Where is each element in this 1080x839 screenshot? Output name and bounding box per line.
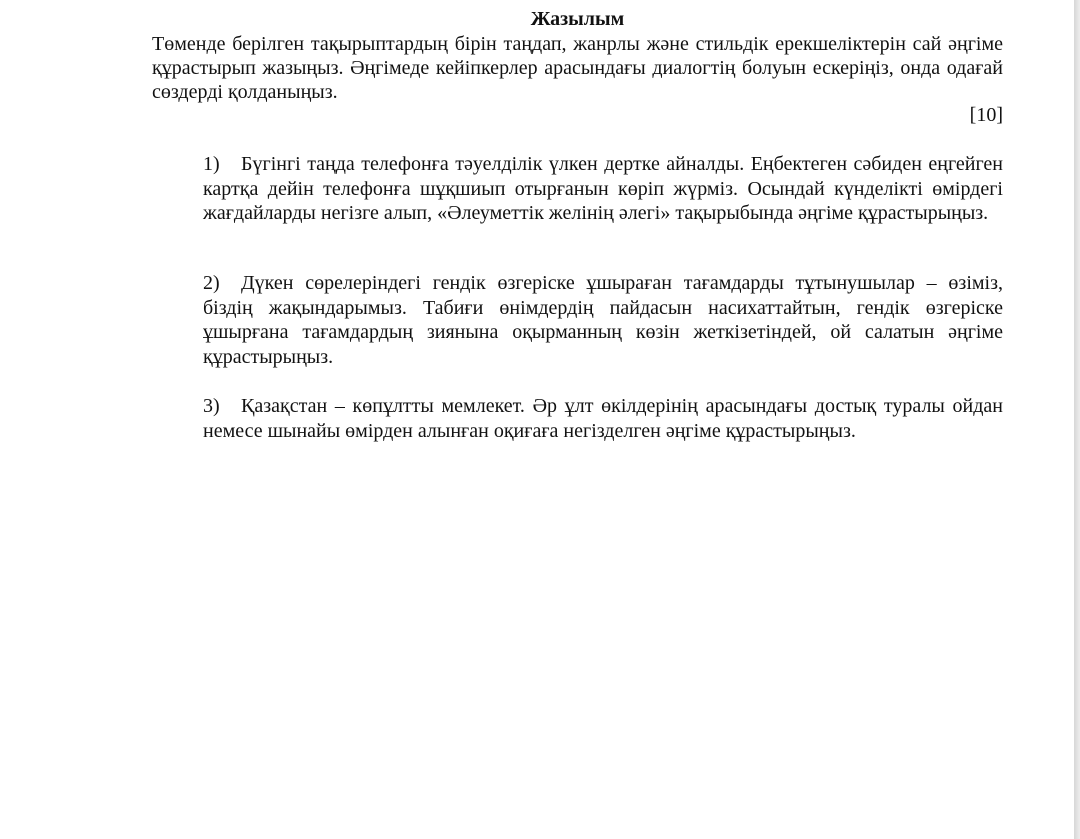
task-number: 3) <box>203 395 220 417</box>
page-edge-shadow <box>1074 0 1080 839</box>
task-number: 1) <box>203 153 220 175</box>
task-item-3 <box>203 394 1003 443</box>
task-text: Дүкен сөрелеріндегі гендік өзгеріске ұшыраған тағамдарды тұтынушылар – өзіміз, біздің жақындарымыз. Табиғи өнімдердің пайдасын насихаттайтын, гендік өзгеріске ұшырғана тағамдардың зиянына оқырманның көзін жеткізетіндей, ой салатын әңгіме құрастырыңыз. <box>203 272 1003 368</box>
task-number: 2) <box>203 272 220 294</box>
task-item-2 <box>203 271 1003 369</box>
task-instruction: Төменде берілген тақырыптардың бірін таңдап, жанрлы және стильдік ерекшеліктерін сай әңгіме құрастырып жазыңыз. Әңгімеде кейіпкерлер арасындағы диалогтің болуын ескеріңіз, онда одағай сөздерді қолданыңыз. <box>152 33 1003 103</box>
marks-label: [10] <box>969 104 1003 126</box>
task-text: Бүгінгі таңда телефонға тәуелділік үлкен дертке айналды. Еңбектеген сәбиден еңгейген картқа дейін телефонға шұқшиып отырғанын көріп жүрміз. Осындай күнделікті өмірдегі жағдайларды негізге алып, «Әлеуметтік желінің әлегі» тақырыбында әңгіме құрастырыңыз. <box>203 153 1003 224</box>
task-item-1 <box>203 152 1003 226</box>
section-title: Жазылым <box>530 8 625 30</box>
task-text: Қазақстан – көпұлтты мемлекет. Әр ұлт өкілдерінің арасындағы достық туралы ойдан немесе шынайы өмірден алынған оқиғаға негізделген әңгіме құрастырыңыз. <box>203 395 1003 442</box>
